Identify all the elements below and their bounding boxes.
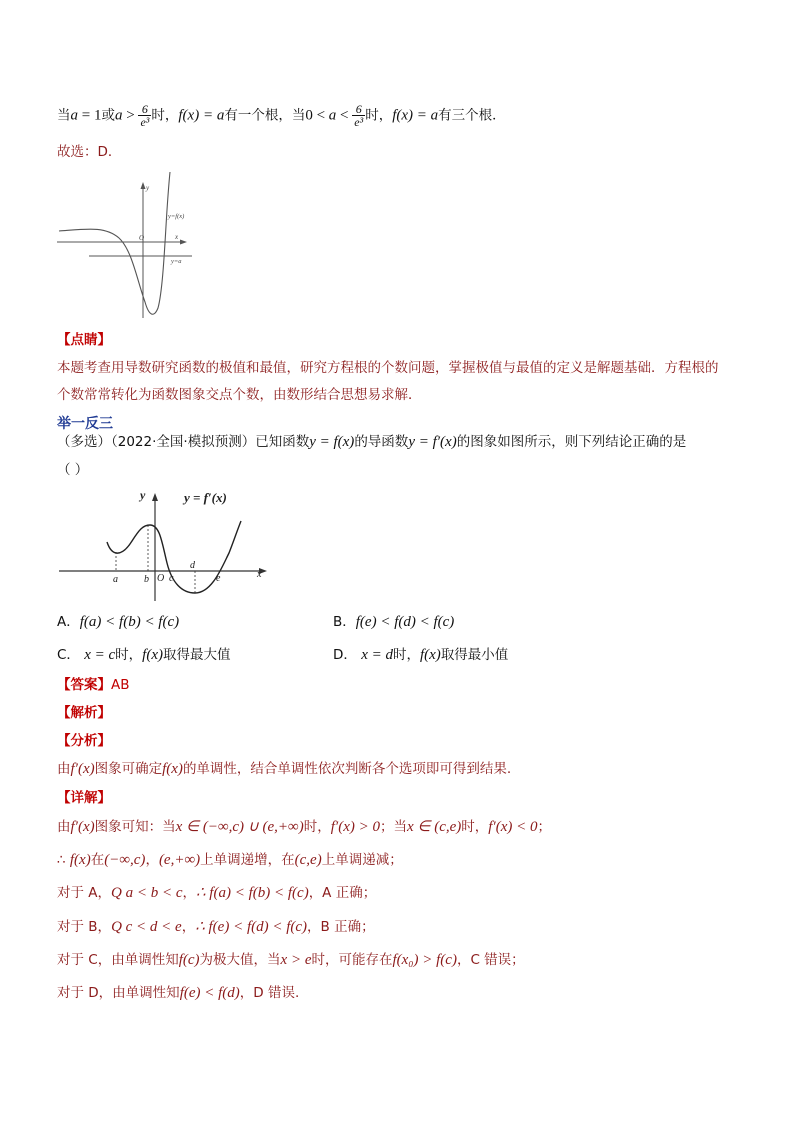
math: a xyxy=(114,107,123,124)
option-math: x = c xyxy=(84,647,116,663)
graph-f-prime xyxy=(57,485,277,603)
text: ， xyxy=(182,885,197,901)
text: 对于 C，由单调性知 xyxy=(57,952,179,968)
text: 在 xyxy=(90,852,105,868)
math: ∴ f(e) < f(d) < f(c) xyxy=(195,919,308,935)
math: f′(x) > 0 xyxy=(330,819,380,835)
dianjing-text-1: 本题考查用导数研究函数的极值和最值，研究方程根的个数问题，掌握极值与最值的定义是解题基础．方程根的 xyxy=(57,360,719,376)
option-label: D． xyxy=(333,647,357,663)
fenxi-title: 【分析】 xyxy=(57,733,111,749)
text: 的图象如图所示，则下列结论正确的是 xyxy=(456,434,687,450)
math: (x) = a xyxy=(182,107,225,124)
option-math: f(a) < f(b) < f(c) xyxy=(79,614,180,630)
text: 当 xyxy=(57,107,71,124)
text: ，D 错误. xyxy=(239,985,300,1001)
text: （多选）（2022·全国·模拟预测）已知函数 xyxy=(57,434,310,450)
dianjing-title: 【点睛】 xyxy=(57,332,111,348)
text: 时，可能存在 xyxy=(311,952,393,968)
option-text: 取得最大值 xyxy=(163,647,231,663)
math: f xyxy=(178,107,183,124)
label-d: d xyxy=(190,560,195,571)
text: 由 xyxy=(57,761,71,777)
option-a[interactable] xyxy=(57,613,179,631)
option-label: A． xyxy=(57,614,80,630)
fraction xyxy=(138,103,151,128)
option-text: 时， xyxy=(115,647,143,663)
option-text: 取得最小值 xyxy=(440,647,509,663)
text: 为极大值，当 xyxy=(199,952,281,968)
origin-label: O xyxy=(139,234,145,242)
jiexi-title: 【解析】 xyxy=(57,705,111,721)
text: ，B 正确； xyxy=(307,919,375,935)
y-axis-label: y xyxy=(146,184,150,192)
text: 时， xyxy=(365,107,393,124)
text: 时， xyxy=(151,107,179,124)
text: 对于 B， xyxy=(57,919,112,935)
math: f(c) xyxy=(178,952,200,968)
y-axis-label: y xyxy=(140,488,146,502)
y-axis-arrow xyxy=(152,493,158,501)
text: ，C 错误； xyxy=(456,952,525,968)
fenxi-text xyxy=(57,760,511,778)
math: f′(x) < 0 xyxy=(488,819,538,835)
x-axis-arrow xyxy=(180,240,187,245)
answer-choice: 故选：D． xyxy=(57,144,122,160)
text: 有三个根． xyxy=(438,107,506,124)
option-math: f(x) xyxy=(419,647,441,663)
text: ； xyxy=(537,819,551,835)
solution-conclusion-line xyxy=(57,103,506,128)
math: x ∈ (c,e) xyxy=(406,819,462,835)
math: (x) = a xyxy=(396,107,439,124)
text: ，A 正确； xyxy=(308,885,377,901)
option-math: x = d xyxy=(361,647,393,663)
text: 由 xyxy=(57,819,71,835)
math: y = f(x) xyxy=(309,434,355,450)
math: f(x) xyxy=(162,761,183,777)
xiangjie-line-5 xyxy=(57,951,525,969)
text: ， xyxy=(181,919,196,935)
question-line-1 xyxy=(57,433,686,451)
math: a xyxy=(70,107,78,124)
math: x > e xyxy=(280,952,312,968)
math: f(e) < f(d) xyxy=(179,985,240,1001)
answer-value: AB xyxy=(111,677,130,693)
fraction xyxy=(352,103,365,128)
math: (c,e) xyxy=(294,852,322,868)
math: f′(x) xyxy=(70,819,95,835)
option-text: 时， xyxy=(392,647,420,663)
math: f(x₀) > f(c) xyxy=(392,952,457,968)
text: 时， xyxy=(303,819,331,835)
math: y = f′(x) xyxy=(408,434,457,450)
numerator: 6 xyxy=(352,103,365,116)
graph-title: y = f′(x) xyxy=(184,490,227,505)
label-a: a xyxy=(113,574,118,585)
text: 时， xyxy=(461,819,489,835)
text: 对于 A， xyxy=(57,885,112,901)
option-label: B． xyxy=(333,614,356,630)
math: Q a < b < c xyxy=(111,885,183,901)
math: = 1 xyxy=(78,107,102,124)
denominator: e³ xyxy=(354,115,364,129)
math: x ∈ (−∞,c) ∪ (e,+∞) xyxy=(175,819,304,835)
math: 0 < xyxy=(305,107,329,124)
label-e: e xyxy=(216,573,221,584)
label-b: b xyxy=(144,574,149,585)
text: 上单调递减； xyxy=(321,852,403,868)
curve-f-prime xyxy=(107,521,241,593)
denominator: e³ xyxy=(140,115,150,129)
text: 的单调性，结合单调性依次判断各个选项即可得到结果. xyxy=(182,761,512,777)
text: 上单调递增，在 xyxy=(200,852,295,868)
x-axis-label: x xyxy=(175,233,179,241)
section-title: 举一反三 xyxy=(57,416,113,432)
math: Q c < d < e xyxy=(111,919,182,935)
xiangjie-line-6 xyxy=(57,984,299,1002)
origin-label: O xyxy=(157,573,165,584)
xiangjie-line-1 xyxy=(57,818,551,836)
option-label: C． xyxy=(57,647,80,663)
option-d[interactable] xyxy=(333,646,508,664)
graph-f-of-x xyxy=(57,170,197,320)
option-math: f(e) < f(d) < f(c) xyxy=(355,614,455,630)
option-b[interactable] xyxy=(333,613,454,631)
xiangjie-line-4 xyxy=(57,918,375,936)
math: > xyxy=(122,107,139,124)
text: 图象可知：当 xyxy=(94,819,176,835)
curve-f-of-x xyxy=(59,172,170,314)
math: ∴ f(a) < f(b) < f(c) xyxy=(196,885,309,901)
answer-line xyxy=(57,676,130,694)
math: a xyxy=(328,107,337,124)
xiangjie-line-3 xyxy=(57,884,376,902)
math: < xyxy=(336,107,353,124)
text: 对于 D，由单调性知 xyxy=(57,985,180,1001)
math: f′(x) xyxy=(70,761,95,777)
math: (−∞,c) xyxy=(104,852,146,868)
x-axis-label: x xyxy=(257,569,262,580)
option-math: f(x) xyxy=(142,647,163,663)
curve-label: y=f(x) xyxy=(168,213,185,220)
text: 或 xyxy=(101,107,115,124)
math: (e,+∞) xyxy=(158,852,201,868)
text: ∴ xyxy=(57,852,70,868)
text: 的导函数 xyxy=(354,434,409,450)
text: 图象可确定 xyxy=(94,761,163,777)
math: f xyxy=(392,107,397,124)
xiangjie-line-2 xyxy=(57,851,403,869)
text: ， xyxy=(145,852,159,868)
dianjing-text-2: 个数常常转化为函数图象交点个数，由数形结合思想易求解． xyxy=(57,387,422,403)
numerator: 6 xyxy=(138,103,151,116)
line-label: y=a xyxy=(171,258,182,265)
text: ；当 xyxy=(379,819,407,835)
question-answer-blank: （ ） xyxy=(57,462,89,478)
y-axis-arrow xyxy=(141,182,146,189)
text: 有一个根，当 xyxy=(224,107,306,124)
label-c: c xyxy=(169,573,174,584)
option-c[interactable] xyxy=(57,646,231,664)
xiangjie-title: 【详解】 xyxy=(57,790,111,806)
math: f(x) xyxy=(69,852,91,868)
answer-title: 【答案】 xyxy=(57,677,111,693)
